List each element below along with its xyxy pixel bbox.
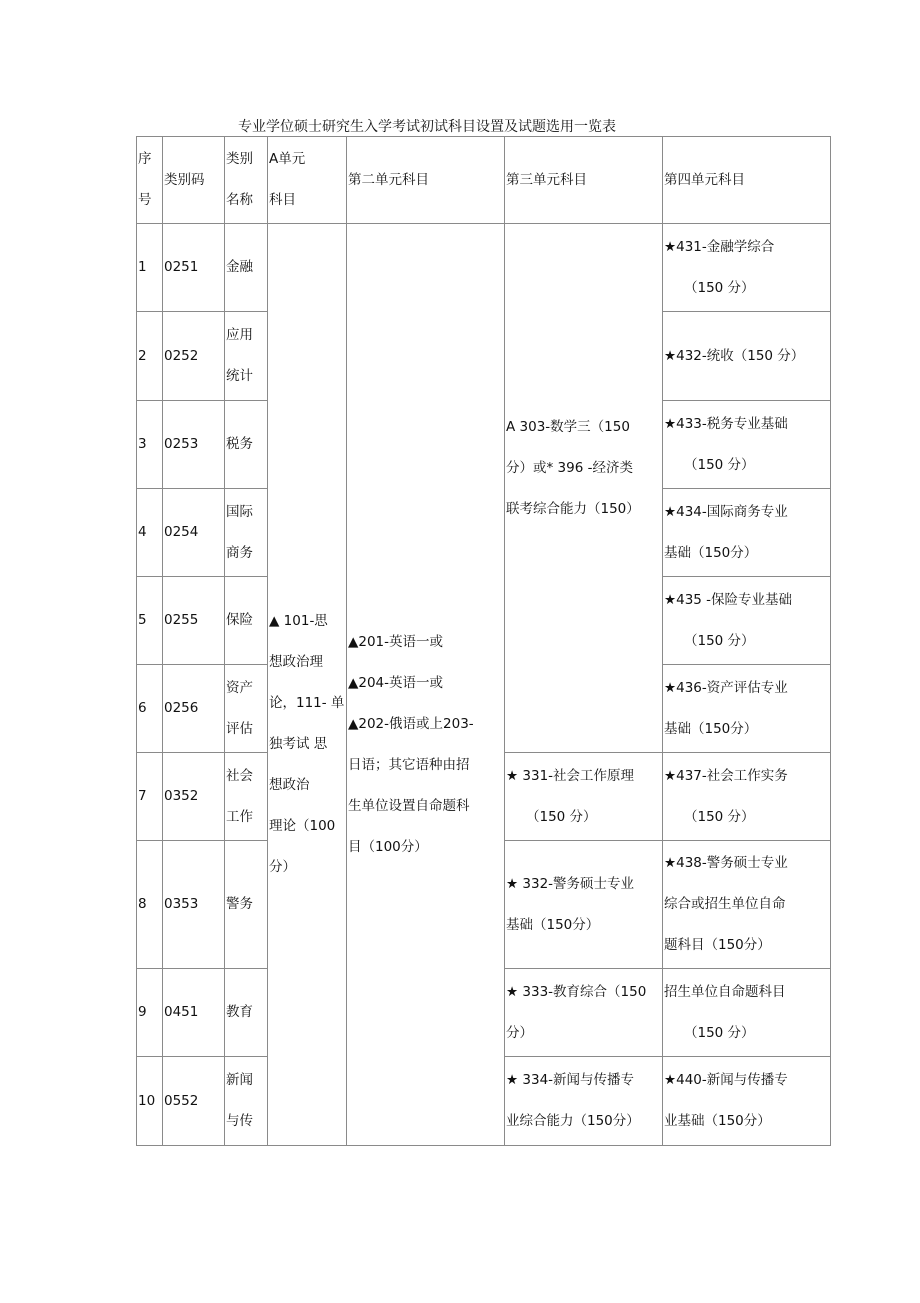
cell-line: ★ 334-新闻与传播专 [506, 1072, 635, 1088]
cell-line: 基础（150分） [664, 720, 758, 737]
seq-cell: 3 [137, 401, 163, 489]
cell-line: 新闻 [226, 1072, 253, 1088]
cell-line: ★ 331-社会工作原理 [506, 767, 635, 784]
unit-3-cell [505, 1057, 663, 1146]
cell-line: 理论（100 [269, 818, 336, 834]
code-cell: 0255 [163, 577, 225, 665]
code-cell: 0252 [163, 312, 225, 401]
code-cell: 0451 [163, 969, 225, 1057]
cell-line: 目（100分） [348, 838, 428, 855]
header-unit-a [268, 137, 347, 224]
cell-line: ▲ 101-思 [269, 613, 328, 629]
unit-3-cell [505, 841, 663, 969]
header-text: 名称 [226, 192, 253, 208]
cell-line: 税务 [226, 436, 253, 452]
seq-cell: 2 [137, 312, 163, 401]
cell-line: 保险 [226, 612, 253, 628]
cell-line: 资产 [226, 679, 253, 696]
cell-line: 分） [506, 1024, 533, 1041]
seq-cell: 5 [137, 577, 163, 665]
header-text: 号 [138, 192, 152, 208]
cell-line: ▲201-英语一或 [348, 633, 444, 650]
cell-line: ▲202-俄语或上203- [348, 715, 474, 732]
cell-line: ★433-税务专业基础 [664, 415, 788, 432]
cell-line: ★ 332-警务硕士专业 [506, 875, 635, 892]
cell-line: 商务 [226, 544, 253, 561]
cell-line: ★432-统收（150 分） [664, 347, 805, 364]
cell-line: 论，111- 单 [269, 695, 345, 711]
cell-line: （150 分） [526, 808, 597, 825]
cell-line: ★435 -保险专业基础 [664, 591, 793, 608]
seq-cell: 1 [137, 224, 163, 312]
cell-line: 综合或招生单位自命 [664, 896, 786, 912]
unit-4-cell [663, 224, 831, 312]
name-cell [225, 841, 268, 969]
cell-line: 独考试 思 [269, 736, 328, 752]
cell-line: 警务 [226, 896, 253, 912]
seq-cell: 8 [137, 841, 163, 969]
name-cell [225, 489, 268, 577]
unit-3-cell [505, 969, 663, 1057]
seq-cell: 6 [137, 665, 163, 753]
cell-line: 招生单位自命题科目 [664, 983, 786, 1000]
unit-3-shared-cell [505, 224, 663, 753]
subjects-table [136, 136, 831, 1146]
cell-line: 金融 [226, 259, 253, 275]
unit-4-cell [663, 841, 831, 969]
code-cell: 0353 [163, 841, 225, 969]
code-cell: 0251 [163, 224, 225, 312]
cell-line: 题科目（150分） [664, 937, 771, 953]
cell-line: 应用 [226, 327, 253, 343]
header-code: 类别码 [163, 137, 225, 224]
header-unit-4: 第四单元科目 [663, 137, 831, 224]
cell-line: （150 分） [684, 808, 755, 825]
cell-line: ▲204-英语一或 [348, 674, 444, 691]
cell-line: 生单位设置自命题科 [348, 797, 470, 814]
header-name [225, 137, 268, 224]
cell-line: 基础（150分） [664, 544, 758, 561]
header-text: A单元 [269, 151, 306, 167]
unit-3-cell [505, 753, 663, 841]
unit-4-cell [663, 753, 831, 841]
cell-line: （150 分） [684, 279, 755, 296]
unit-4-cell [663, 577, 831, 665]
cell-line: ★436-资产评估专业 [664, 679, 788, 696]
header-row [137, 137, 831, 224]
cell-line: 业综合能力（150分） [506, 1113, 640, 1129]
unit-2-cell [347, 224, 505, 1146]
cell-line: 业基础（150分） [664, 1113, 771, 1129]
code-cell: 0253 [163, 401, 225, 489]
header-seq [137, 137, 163, 224]
cell-line: （150 分） [684, 1024, 755, 1041]
unit-4-cell [663, 401, 831, 489]
seq-cell: 7 [137, 753, 163, 841]
unit-a-cell [268, 224, 347, 1146]
cell-line: 工作 [226, 808, 253, 825]
cell-line: 与传 [226, 1113, 253, 1129]
cell-line: ★434-国际商务专业 [664, 503, 788, 520]
cell-line: 统计 [226, 368, 253, 384]
cell-line: A 303-数学三（150 [506, 418, 630, 435]
header-text: 类别 [226, 151, 253, 167]
header-text: 序 [138, 151, 152, 167]
cell-line: 教育 [226, 1004, 253, 1020]
code-cell: 0552 [163, 1057, 225, 1146]
unit-4-cell [663, 1057, 831, 1146]
name-cell [225, 312, 268, 401]
code-cell: 0352 [163, 753, 225, 841]
header-unit-2: 第二单元科目 [347, 137, 505, 224]
unit-4-cell [663, 312, 831, 401]
name-cell [225, 401, 268, 489]
cell-line: 社会 [226, 767, 253, 784]
cell-line: 分） [269, 859, 296, 875]
cell-line: 基础（150分） [506, 916, 600, 933]
cell-line: ★431-金融学综合 [664, 238, 775, 255]
seq-cell: 9 [137, 969, 163, 1057]
cell-line: 想政治 [269, 777, 310, 793]
cell-line: （150 分） [684, 632, 755, 649]
code-cell: 0254 [163, 489, 225, 577]
unit-4-cell [663, 665, 831, 753]
name-cell [225, 665, 268, 753]
cell-line: 评估 [226, 720, 253, 737]
cell-line: 国际 [226, 503, 253, 520]
code-cell: 0256 [163, 665, 225, 753]
cell-line: ★438-警务硕士专业 [664, 855, 788, 871]
cell-line: 日语；其它语种由招 [348, 756, 470, 773]
name-cell [225, 1057, 268, 1146]
unit-4-cell [663, 489, 831, 577]
unit-4-cell [663, 969, 831, 1057]
seq-cell: 10 [137, 1057, 163, 1146]
header-text: 科目 [269, 192, 296, 208]
name-cell [225, 753, 268, 841]
cell-line: （150 分） [684, 456, 755, 473]
name-cell [225, 577, 268, 665]
table-row [137, 224, 831, 312]
name-cell [225, 224, 268, 312]
cell-line: 联考综合能力（150） [506, 500, 640, 517]
header-unit-3: 第三单元科目 [505, 137, 663, 224]
document-title: 专业学位硕士研究生入学考试初试科目设置及试题选用一览表 [238, 119, 616, 135]
cell-line: ★440-新闻与传播专 [664, 1072, 788, 1088]
cell-line: ★437-社会工作实务 [664, 767, 788, 784]
cell-line: 想政治理 [269, 654, 323, 670]
name-cell [225, 969, 268, 1057]
seq-cell: 4 [137, 489, 163, 577]
cell-line: 分）或* 396 -经济类 [506, 459, 633, 476]
cell-line: ★ 333-教育综合（150 [506, 983, 647, 1000]
